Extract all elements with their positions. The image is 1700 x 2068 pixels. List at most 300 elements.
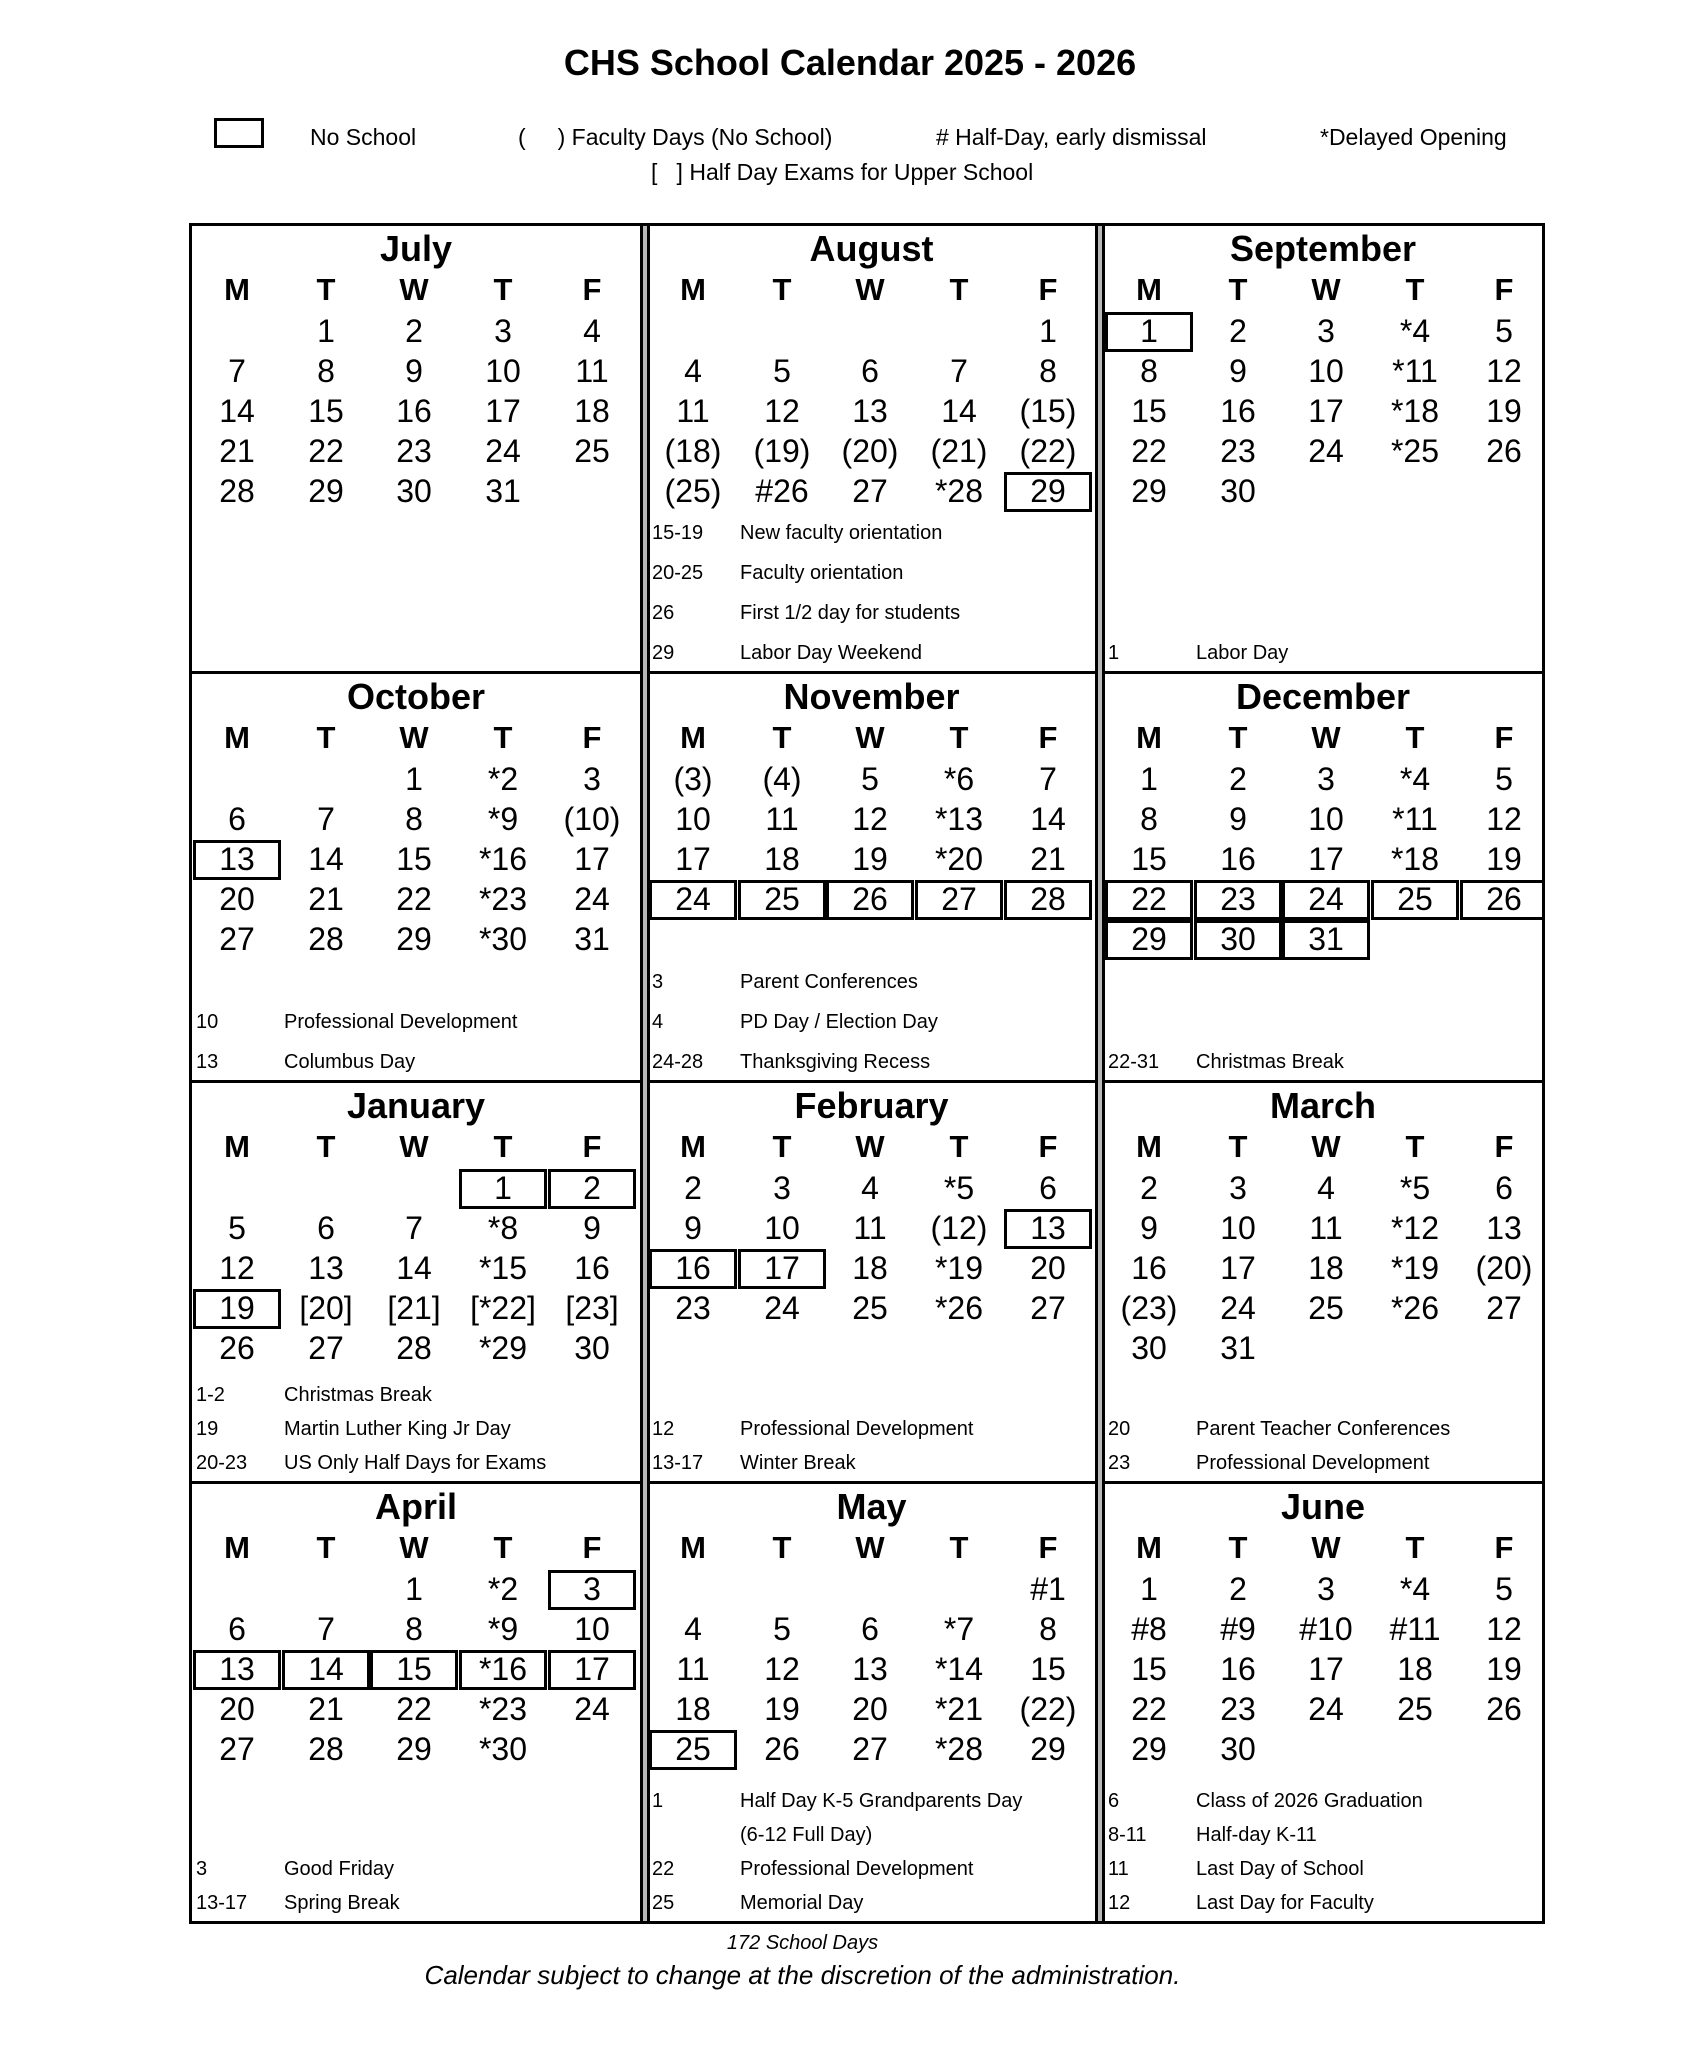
- weekday-header: W: [399, 720, 429, 755]
- note-text: Spring Break: [284, 1892, 400, 1914]
- day-cell: 27: [308, 1330, 344, 1366]
- day-cell-no-school: 14: [282, 1650, 370, 1690]
- day-cell: 12: [852, 801, 888, 837]
- day-cell: 29: [396, 921, 432, 957]
- month-december: [1104, 674, 1542, 1080]
- note-date: 20-25: [652, 562, 704, 584]
- day-cell: 17: [1308, 841, 1344, 877]
- day-cell: 13: [852, 1651, 888, 1687]
- weekday-header: W: [855, 1129, 885, 1164]
- day-cell-no-school: 2: [548, 1169, 636, 1209]
- note-date: 1-2: [196, 1384, 225, 1406]
- weekday-header: W: [1311, 272, 1341, 307]
- calendar-disclaimer: Calendar subject to change at the discretion of the administration.: [424, 1960, 1181, 1990]
- day-cell: 16: [1131, 1250, 1167, 1286]
- day-cell: *9: [487, 801, 519, 837]
- day-cell: *21: [934, 1691, 984, 1727]
- day-cell: *13: [934, 801, 984, 837]
- day-cell: 5: [773, 353, 791, 389]
- note-text: Professional Development: [740, 1858, 974, 1880]
- day-cell: 14: [1030, 801, 1066, 837]
- day-cell: 8: [405, 801, 423, 837]
- day-cell: 19: [1486, 1651, 1522, 1687]
- day-cell: #10: [1299, 1611, 1353, 1647]
- day-cell: 1: [1140, 1571, 1158, 1607]
- day-cell: 5: [228, 1210, 246, 1246]
- note-date: 20: [1108, 1418, 1131, 1440]
- day-cell: #11: [1389, 1611, 1441, 1647]
- day-cell: 1: [405, 1571, 423, 1607]
- weekday-header: T: [1228, 1129, 1248, 1164]
- day-cell: *30: [478, 1731, 528, 1767]
- day-cell: 24: [485, 433, 521, 469]
- day-cell-no-school: 29: [1004, 472, 1092, 512]
- note-date: 20-23: [196, 1452, 248, 1474]
- day-cell: 17: [675, 841, 711, 877]
- school-days-count: 172 School Days: [726, 1932, 879, 1954]
- month-name: September: [1229, 228, 1417, 269]
- weekday-header: F: [582, 272, 602, 307]
- day-cell: 17: [1308, 393, 1344, 429]
- day-cell: (4): [762, 761, 802, 797]
- weekday-header: T: [493, 272, 513, 307]
- day-cell: 15: [1131, 393, 1167, 429]
- day-cell: 30: [396, 473, 432, 509]
- day-cell-no-school: 24: [1282, 880, 1370, 920]
- weekday-header: M: [224, 272, 250, 307]
- day-cell: (20): [1475, 1250, 1533, 1286]
- weekday-header: T: [316, 1129, 336, 1164]
- day-cell: 14: [941, 393, 977, 429]
- day-cell-no-school: 17: [738, 1249, 826, 1289]
- day-cell: 5: [773, 1611, 791, 1647]
- day-cell: 11: [1309, 1210, 1343, 1246]
- day-cell: 4: [1317, 1170, 1335, 1206]
- day-cell: (19): [753, 433, 811, 469]
- weekday-header: W: [1311, 720, 1341, 755]
- day-cell: 21: [219, 433, 255, 469]
- month-april: [192, 1484, 640, 1921]
- day-cell: 15: [1131, 1651, 1167, 1687]
- note-text: Professional Development: [740, 1418, 974, 1440]
- legend-delayed-opening: *Delayed Opening: [1320, 124, 1507, 150]
- day-cell: 22: [308, 433, 344, 469]
- weekday-header: T: [949, 272, 969, 307]
- day-cell: 23: [675, 1290, 711, 1326]
- day-cell: 10: [485, 353, 521, 389]
- note-text: Labor Day: [1196, 642, 1289, 664]
- day-cell: 19: [852, 841, 888, 877]
- day-cell: 10: [574, 1611, 610, 1647]
- day-cell: 24: [1220, 1290, 1256, 1326]
- month-name: February: [794, 1085, 949, 1126]
- weekday-header: T: [949, 1530, 969, 1565]
- day-cell: 23: [1220, 1691, 1256, 1727]
- weekday-header: F: [1494, 720, 1514, 755]
- day-cell: (15): [1019, 393, 1077, 429]
- day-cell: *19: [934, 1250, 984, 1286]
- weekday-header: W: [399, 272, 429, 307]
- day-cell: *28: [934, 1731, 984, 1767]
- month-name: January: [346, 1085, 486, 1126]
- day-cell-no-school: 13: [1004, 1209, 1092, 1249]
- day-cell: *23: [478, 1691, 528, 1727]
- day-cell: 18: [1308, 1250, 1344, 1286]
- day-cell: [21]: [387, 1290, 441, 1326]
- day-cell-no-school: 31: [1282, 920, 1370, 960]
- day-cell: 17: [1220, 1250, 1256, 1286]
- day-cell: 2: [405, 313, 423, 349]
- day-cell: 6: [228, 801, 246, 837]
- weekday-header: M: [224, 720, 250, 755]
- weekday-header: W: [855, 272, 885, 307]
- day-cell: 8: [405, 1611, 423, 1647]
- day-cell: 7: [405, 1210, 423, 1246]
- day-cell-no-school: *16: [459, 1650, 547, 1690]
- month-name: June: [1280, 1486, 1366, 1527]
- day-cell: *16: [478, 841, 528, 877]
- weekday-header: F: [1038, 1129, 1058, 1164]
- day-cell: *12: [1390, 1210, 1440, 1246]
- day-cell: 20: [219, 1691, 255, 1727]
- day-cell: 13: [308, 1250, 344, 1286]
- weekday-header: T: [1405, 720, 1425, 755]
- weekday-header: F: [1494, 1530, 1514, 1565]
- day-cell-no-school: 15: [370, 1650, 458, 1690]
- day-cell: 27: [219, 921, 255, 957]
- day-cell: 26: [1486, 1691, 1522, 1727]
- note-text: Parent Teacher Conferences: [1196, 1418, 1451, 1440]
- day-cell: 29: [1030, 1731, 1066, 1767]
- weekday-header: W: [1311, 1129, 1341, 1164]
- weekday-header: T: [316, 720, 336, 755]
- day-cell: *28: [934, 473, 984, 509]
- day-cell: 9: [405, 353, 423, 389]
- note-text: New faculty orientation: [740, 522, 943, 544]
- month-name: October: [346, 676, 486, 717]
- day-cell: 12: [1486, 1611, 1522, 1647]
- day-cell: 2: [1140, 1170, 1158, 1206]
- day-cell: 12: [219, 1250, 255, 1286]
- day-cell: 6: [228, 1611, 246, 1647]
- day-cell: 11: [676, 1651, 710, 1687]
- weekday-header: T: [493, 1530, 513, 1565]
- day-cell: 24: [574, 881, 610, 917]
- day-cell: 11: [853, 1210, 887, 1246]
- note-text: Faculty orientation: [740, 562, 904, 584]
- weekday-header: M: [680, 1530, 706, 1565]
- note-text: Martin Luther King Jr Day: [284, 1418, 511, 1440]
- weekday-header: M: [1136, 272, 1162, 307]
- day-cell: 3: [583, 761, 601, 797]
- day-cell-no-school: 24: [649, 880, 737, 920]
- day-cell-no-school: 28: [1004, 880, 1092, 920]
- day-cell: 22: [1131, 1691, 1167, 1727]
- day-cell: 2: [1229, 761, 1247, 797]
- day-cell: 29: [1131, 473, 1167, 509]
- weekday-header: T: [493, 1129, 513, 1164]
- day-cell-no-school: 22: [1105, 880, 1193, 920]
- day-cell-no-school: 17: [548, 1650, 636, 1690]
- day-cell: 31: [574, 921, 610, 957]
- day-cell: #8: [1131, 1611, 1167, 1647]
- note-text: Christmas Break: [1196, 1051, 1344, 1073]
- note-text: First 1/2 day for students: [740, 602, 961, 624]
- note-text: Thanksgiving Recess: [740, 1051, 931, 1073]
- weekday-header: M: [680, 1129, 706, 1164]
- day-cell: 6: [861, 1611, 879, 1647]
- note-text: Parent Conferences: [740, 971, 918, 993]
- day-cell: 13: [1486, 1210, 1522, 1246]
- day-cell: *15: [478, 1250, 528, 1286]
- day-cell: 11: [676, 393, 710, 429]
- day-cell-no-school: 30: [1194, 920, 1282, 960]
- note-date: 22-31: [1108, 1051, 1160, 1073]
- day-cell: 16: [1220, 1651, 1256, 1687]
- weekday-header: W: [855, 720, 885, 755]
- calendar-grid: [189, 223, 1545, 1924]
- day-cell-no-school: 25: [738, 880, 826, 920]
- note-text: Christmas Break: [284, 1384, 432, 1406]
- day-cell: 27: [1030, 1290, 1066, 1326]
- note-date: 11: [1108, 1858, 1129, 1880]
- day-cell: 6: [861, 353, 879, 389]
- legend-exams: [ ] Half Day Exams for Upper School: [651, 159, 1034, 185]
- day-cell: 21: [308, 881, 344, 917]
- day-cell: *2: [487, 1571, 519, 1607]
- day-cell: 18: [574, 393, 610, 429]
- day-cell: 23: [1220, 433, 1256, 469]
- weekday-header: T: [949, 720, 969, 755]
- weekday-header: T: [772, 1530, 792, 1565]
- day-cell: 26: [1486, 433, 1522, 469]
- day-cell: 11: [765, 801, 799, 837]
- day-cell: 15: [396, 841, 432, 877]
- weekday-header: F: [1494, 272, 1514, 307]
- day-cell: 20: [1030, 1250, 1066, 1286]
- weekday-header: W: [399, 1129, 429, 1164]
- month-june: [1104, 1484, 1542, 1921]
- note-date: 13: [196, 1051, 219, 1073]
- day-cell: 22: [1131, 433, 1167, 469]
- day-cell: *20: [934, 841, 984, 877]
- note-date: 15-19: [652, 522, 704, 544]
- day-cell: 2: [684, 1170, 702, 1206]
- note-date: 8-11: [1108, 1824, 1147, 1846]
- weekday-header: M: [1136, 1530, 1162, 1565]
- weekday-header: F: [582, 1530, 602, 1565]
- day-cell: 16: [1220, 393, 1256, 429]
- day-cell: 24: [1308, 433, 1344, 469]
- weekday-header: T: [493, 720, 513, 755]
- day-cell: 18: [1397, 1651, 1433, 1687]
- note-date: 12: [652, 1418, 675, 1440]
- day-cell: 9: [583, 1210, 601, 1246]
- day-cell-no-school: 3: [548, 1570, 636, 1610]
- weekday-header: F: [1494, 1129, 1514, 1164]
- day-cell: 14: [396, 1250, 432, 1286]
- day-cell: 29: [396, 1731, 432, 1767]
- day-cell: *4: [1399, 1571, 1431, 1607]
- day-cell: 10: [764, 1210, 800, 1246]
- day-cell: *4: [1399, 761, 1431, 797]
- day-cell: 2: [1229, 1571, 1247, 1607]
- note-text: Last Day of School: [1196, 1858, 1364, 1880]
- note-date: 22: [652, 1858, 675, 1880]
- day-cell: *18: [1390, 841, 1440, 877]
- weekday-header: F: [582, 720, 602, 755]
- day-cell: 27: [1486, 1290, 1522, 1326]
- weekday-header: M: [224, 1129, 250, 1164]
- weekday-header: W: [1311, 1530, 1341, 1565]
- note-text: (6-12 Full Day): [740, 1824, 873, 1846]
- day-cell-no-school: 26: [826, 880, 914, 920]
- month-name: December: [1235, 676, 1411, 717]
- day-cell: *25: [1390, 433, 1440, 469]
- month-name: July: [379, 228, 453, 269]
- month-october: [192, 674, 640, 1080]
- day-cell-no-school: 25: [649, 1730, 737, 1770]
- day-cell: 10: [1220, 1210, 1256, 1246]
- weekday-header: M: [224, 1530, 250, 1565]
- weekday-header: M: [680, 272, 706, 307]
- day-cell: 27: [219, 1731, 255, 1767]
- note-date: 13-17: [652, 1452, 704, 1474]
- day-cell: 7: [950, 353, 968, 389]
- day-cell: *6: [943, 761, 975, 797]
- day-cell: *30: [478, 921, 528, 957]
- day-cell: *26: [934, 1290, 984, 1326]
- day-cell: 19: [764, 1691, 800, 1727]
- day-cell: 31: [485, 473, 521, 509]
- day-cell: 9: [1229, 353, 1247, 389]
- day-cell: 6: [1039, 1170, 1057, 1206]
- weekday-header: M: [1136, 720, 1162, 755]
- note-date: 23: [1108, 1452, 1131, 1474]
- day-cell: 3: [494, 313, 512, 349]
- day-cell: (22): [1019, 1691, 1077, 1727]
- month-march: [1104, 1083, 1542, 1481]
- day-cell: (25): [664, 473, 722, 509]
- month-july: [192, 226, 640, 671]
- day-cell: 8: [1039, 1611, 1057, 1647]
- day-cell: 14: [219, 393, 255, 429]
- day-cell: 18: [675, 1691, 711, 1727]
- day-cell: 10: [675, 801, 711, 837]
- day-cell: [20]: [299, 1290, 353, 1326]
- weekday-header: T: [316, 272, 336, 307]
- month-september: [1104, 226, 1542, 671]
- weekday-header: T: [1228, 720, 1248, 755]
- weekday-header: F: [1038, 272, 1058, 307]
- day-cell: *18: [1390, 393, 1440, 429]
- weekday-header: F: [1038, 720, 1058, 755]
- month-name: March: [1269, 1085, 1377, 1126]
- note-date: 3: [652, 971, 664, 993]
- day-cell: *14: [934, 1651, 984, 1687]
- weekday-header: T: [1405, 1129, 1425, 1164]
- day-cell: 12: [1486, 353, 1522, 389]
- day-cell: 10: [1308, 353, 1344, 389]
- day-cell: (18): [664, 433, 722, 469]
- day-cell: 14: [308, 841, 344, 877]
- day-cell: 31: [1220, 1330, 1256, 1366]
- day-cell: *29: [478, 1330, 528, 1366]
- day-cell: 1: [405, 761, 423, 797]
- day-cell-no-school: 13: [193, 840, 281, 880]
- day-cell: 11: [575, 353, 609, 389]
- day-cell: (22): [1019, 433, 1077, 469]
- legend-no-school: No School: [310, 124, 417, 150]
- note-text: Professional Development: [284, 1011, 518, 1033]
- day-cell: 30: [1131, 1330, 1167, 1366]
- day-cell: 30: [1220, 1731, 1256, 1767]
- note-text: Half Day K-5 Grandparents Day: [740, 1790, 1023, 1812]
- day-cell: 6: [1495, 1170, 1513, 1206]
- day-cell: 4: [684, 1611, 702, 1647]
- day-cell: 24: [574, 1691, 610, 1727]
- day-cell: 19: [1486, 393, 1522, 429]
- note-date: 26: [652, 602, 675, 624]
- day-cell: *8: [487, 1210, 519, 1246]
- day-cell: 28: [396, 1330, 432, 1366]
- weekday-header: T: [316, 1530, 336, 1565]
- day-cell: 4: [684, 353, 702, 389]
- weekday-header: T: [1405, 1530, 1425, 1565]
- day-cell: 23: [396, 433, 432, 469]
- weekday-header: T: [1405, 272, 1425, 307]
- day-cell: 30: [574, 1330, 610, 1366]
- day-cell: 3: [1317, 1571, 1335, 1607]
- day-cell: 18: [764, 841, 800, 877]
- note-date: 1: [1108, 642, 1120, 664]
- day-cell-no-school: 27: [915, 880, 1003, 920]
- day-cell: 26: [764, 1731, 800, 1767]
- weekday-header: T: [772, 1129, 792, 1164]
- day-cell: 8: [1039, 353, 1057, 389]
- day-cell-no-school: 23: [1194, 880, 1282, 920]
- month-may: [648, 1484, 1095, 1921]
- weekday-header: W: [399, 1530, 429, 1565]
- day-cell-no-school: 16: [649, 1249, 737, 1289]
- day-cell: (21): [930, 433, 988, 469]
- weekday-header: T: [1228, 272, 1248, 307]
- month-august: [648, 226, 1095, 671]
- day-cell-no-school: 1: [459, 1169, 547, 1209]
- note-date: 3: [196, 1858, 208, 1880]
- weekday-header: M: [1136, 1129, 1162, 1164]
- day-cell: 7: [317, 801, 335, 837]
- day-cell: 7: [317, 1611, 335, 1647]
- day-cell: 3: [1317, 761, 1335, 797]
- day-cell: *26: [1390, 1290, 1440, 1326]
- day-cell: 18: [852, 1250, 888, 1286]
- day-cell-no-school: 29: [1105, 920, 1193, 960]
- day-cell: 8: [1140, 801, 1158, 837]
- day-cell: [*22]: [470, 1290, 536, 1326]
- day-cell: (3): [673, 761, 713, 797]
- note-text: Half-day K-11: [1196, 1824, 1317, 1846]
- day-cell: #9: [1220, 1611, 1256, 1647]
- no-school-legend-swatch: [214, 118, 264, 148]
- weekday-header: T: [1228, 1530, 1248, 1565]
- weekday-header: F: [1038, 1530, 1058, 1565]
- day-cell: 5: [1495, 313, 1513, 349]
- note-date: 19: [196, 1418, 219, 1440]
- month-name: August: [809, 228, 934, 269]
- legend-half-day: # Half-Day, early dismissal: [936, 124, 1207, 150]
- note-date: 25: [652, 1892, 675, 1914]
